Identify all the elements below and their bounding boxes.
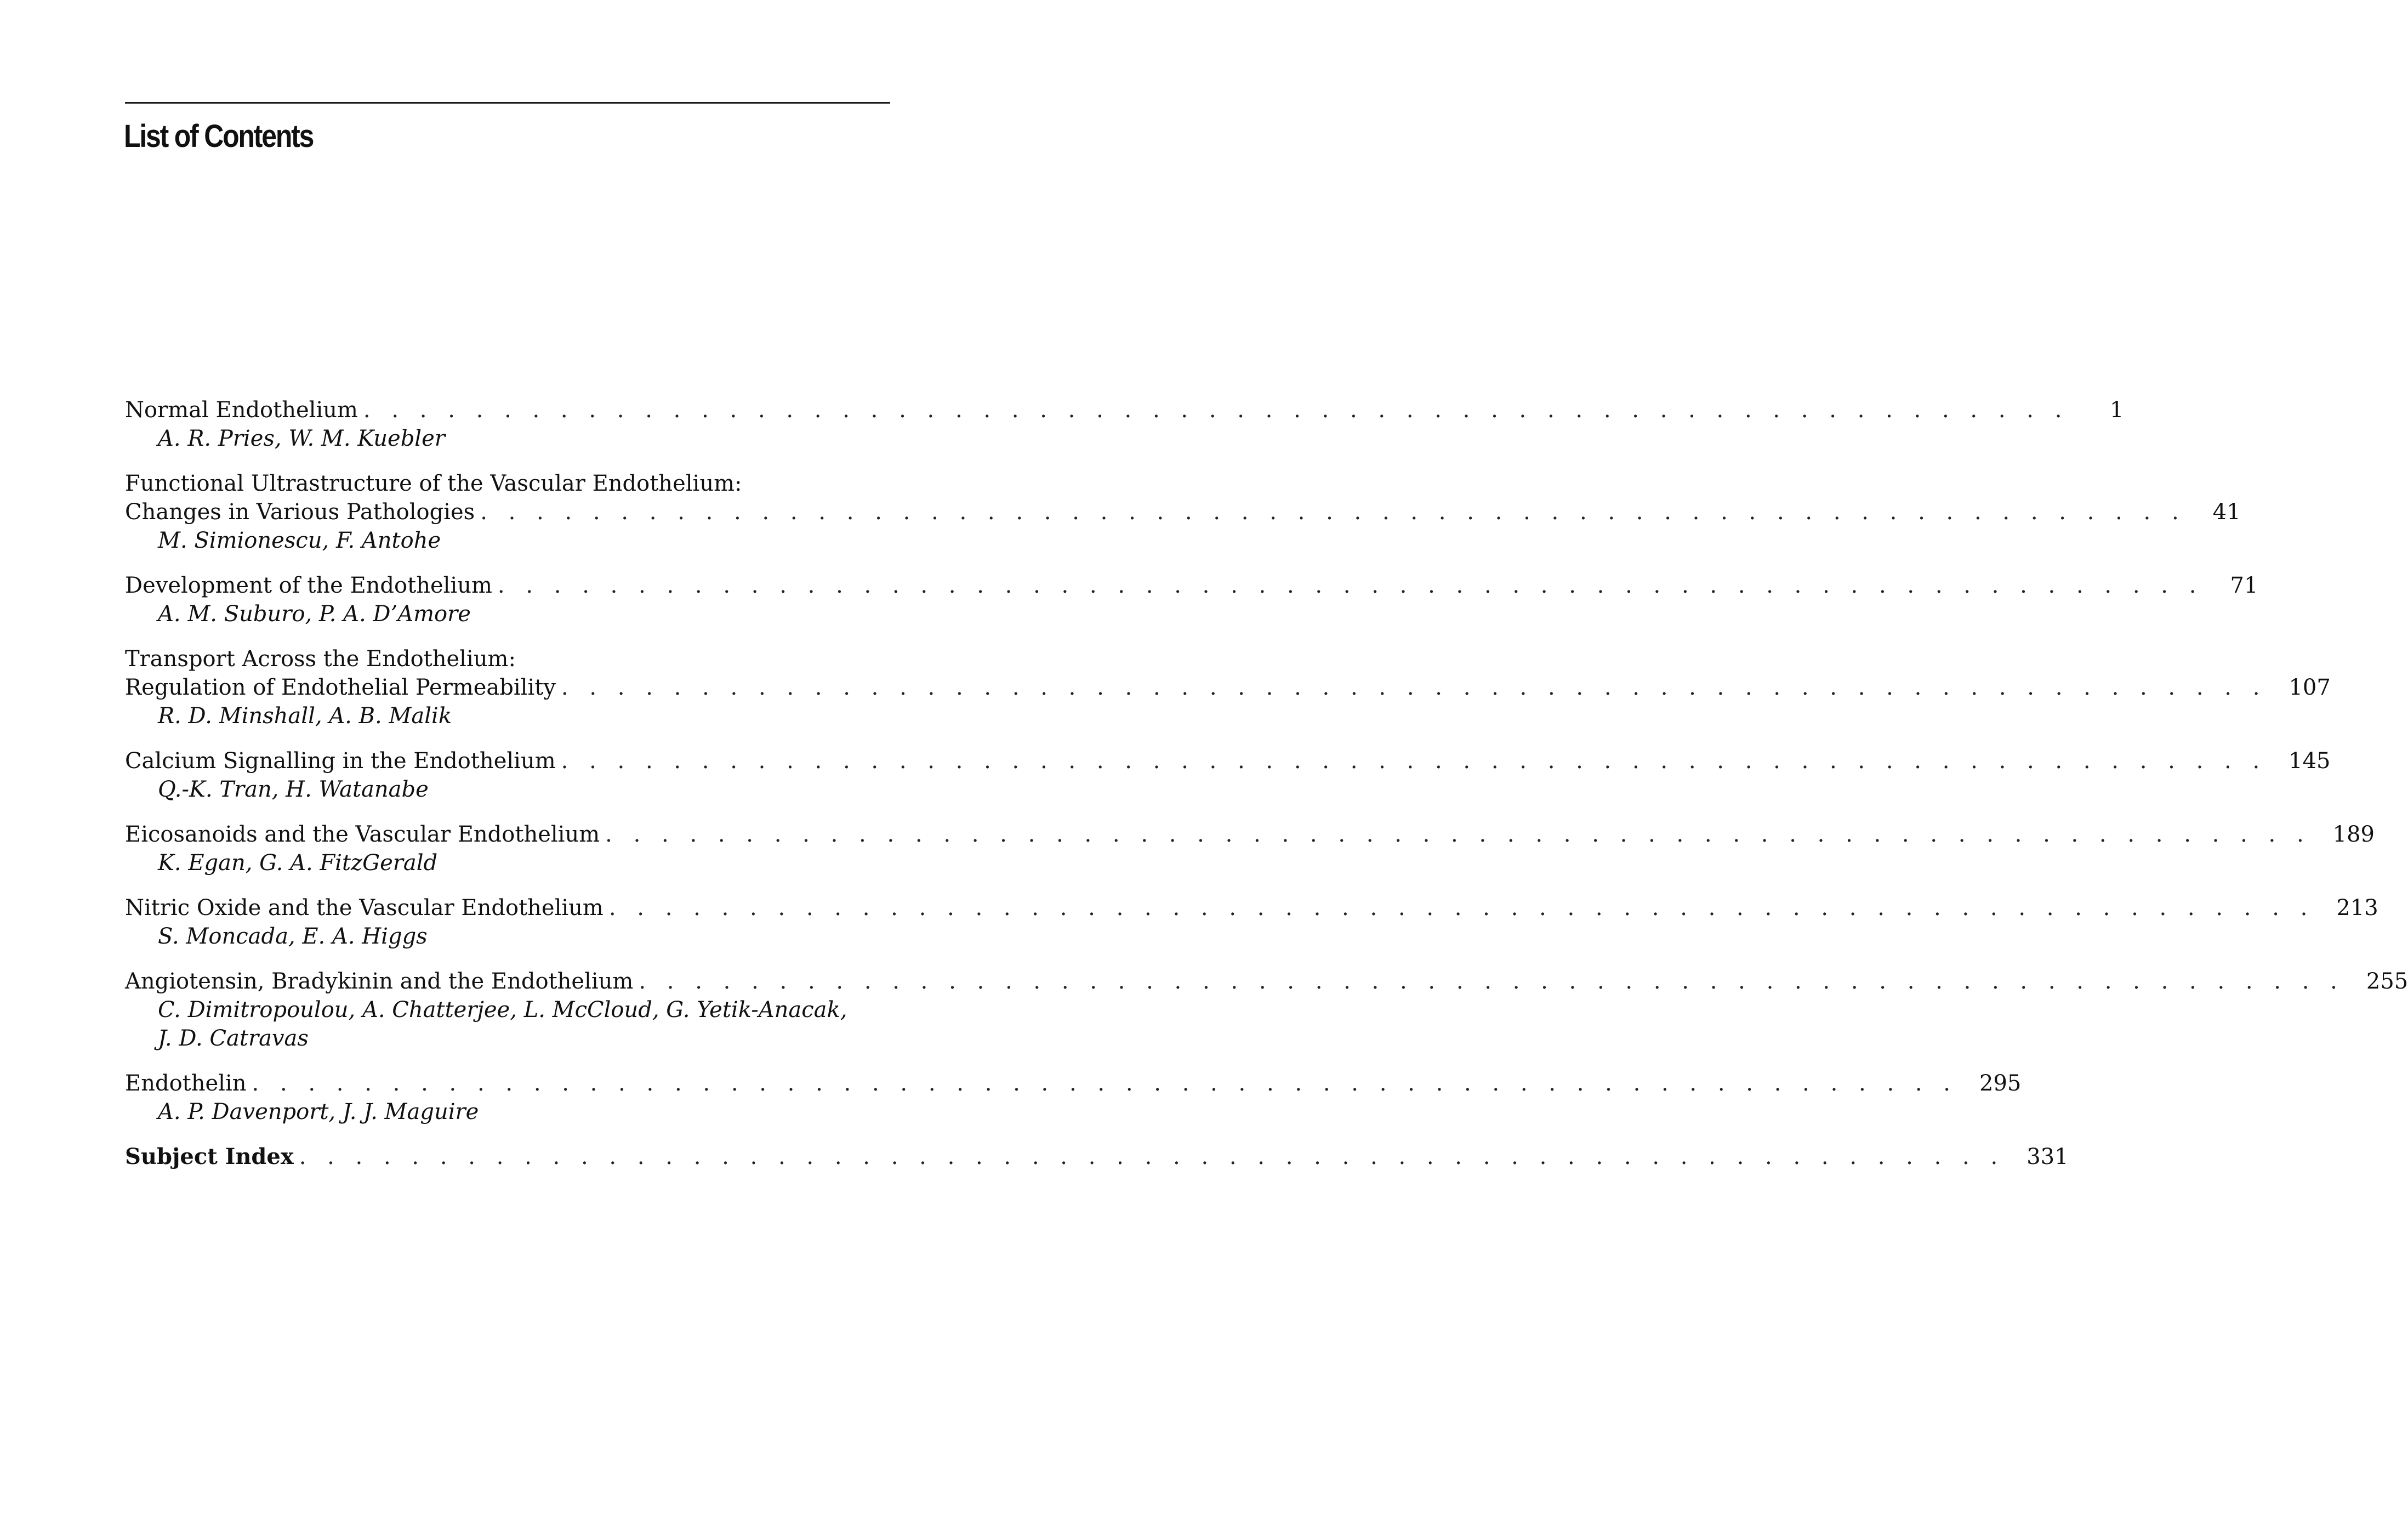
toc-title-line[interactable] xyxy=(125,396,2124,424)
chapter-title[interactable]: Nitric Oxide and the Vascular Endothelium xyxy=(125,895,604,921)
toc-title-line[interactable] xyxy=(125,571,2258,600)
top-rule xyxy=(125,102,890,104)
toc-title-line[interactable] xyxy=(125,894,2378,922)
page-number: 145 xyxy=(2289,748,2331,774)
page-number: 255 xyxy=(2366,969,2408,994)
toc-entry xyxy=(125,1069,2022,1126)
toc-entry xyxy=(125,571,2258,628)
chapter-title[interactable]: Changes in Various Pathologies xyxy=(125,499,475,525)
dot-leader: . . . . . . . . . . . . . . . . . . . . . . . . . . . . . . . . . . . . . . . . . . . . . . . . . . . . . . . . . . . . . xyxy=(480,499,2186,525)
dot-leader: . . . . . . . . . . . . . . . . . . . . . . . . . . . . . . . . . . . . . . . . . . . . . . . . . . . . . . . . . . . . . xyxy=(363,397,2069,423)
chapter-authors: Q.-K. Tran, H. Watanabe xyxy=(158,777,429,802)
page-title: List of Contents xyxy=(124,118,314,154)
toc-title-line[interactable] xyxy=(125,673,2331,702)
chapter-title[interactable]: Development of the Endothelium xyxy=(125,573,492,598)
table-of-contents xyxy=(125,396,2408,1188)
page-number: 213 xyxy=(2336,895,2378,921)
dot-leader: . . . . . . . . . . . . . . . . . . . . . . . . . . . . . . . . . . . . . . . . . . . . . . . . . . . . . . . . . . . . . xyxy=(561,675,2267,700)
dot-leader: . . . . . . . . . . . . . . . . . . . . . . . . . . . . . . . . . . . . . . . . . . . . . . . . . . . . . . . . . . . . . xyxy=(608,895,2315,921)
chapter-authors: A. R. Pries, W. M. Kuebler xyxy=(158,426,445,451)
chapter-authors: M. Simionescu, F. Antohe xyxy=(158,528,441,553)
page-number: 331 xyxy=(2026,1144,2069,1169)
chapter-title[interactable]: Angiotensin, Bradykinin and the Endothelium xyxy=(125,969,634,994)
toc-entry xyxy=(125,396,2124,453)
chapter-authors: A. P. Davenport, J. J. Maguire xyxy=(158,1099,479,1125)
page-number: 295 xyxy=(1979,1071,2022,1096)
dot-leader: . . . . . . . . . . . . . . . . . . . . . . . . . . . . . . . . . . . . . . . . . . . . . . . . . . . . . . . . . . . . . xyxy=(497,573,2204,598)
chapter-title[interactable]: Calcium Signalling in the Endothelium xyxy=(125,748,556,774)
chapter-title-line-1[interactable]: Transport Across the Endothelium: xyxy=(125,646,516,672)
chapter-title[interactable]: Endothelin xyxy=(125,1071,247,1096)
chapter-authors: S. Moncada, E. A. Higgs xyxy=(158,924,428,949)
toc-entry xyxy=(125,967,2408,1053)
page-number: 41 xyxy=(2212,499,2241,525)
page-number: 189 xyxy=(2332,822,2375,847)
toc-entry-index xyxy=(125,1143,2069,1171)
dot-leader: . . . . . . . . . . . . . . . . . . . . . . . . . . . . . . . . . . . . . . . . . . . . . . . . . . . . . . . . . . . . . xyxy=(639,969,2344,994)
chapter-authors: K. Egan, G. A. FitzGerald xyxy=(158,850,438,876)
toc-title-line[interactable] xyxy=(125,967,2408,996)
chapter-authors: A. M. Suburo, P. A. D’Amore xyxy=(158,601,471,627)
chapter-title[interactable]: Eicosanoids and the Vascular Endothelium xyxy=(125,822,600,847)
subject-index-title[interactable]: Subject Index xyxy=(125,1144,294,1169)
dot-leader: . . . . . . . . . . . . . . . . . . . . . . . . . . . . . . . . . . . . . . . . . . . . . . . . . . . . . . . . . . . . . xyxy=(561,748,2267,774)
toc-entry xyxy=(125,469,2241,555)
chapter-authors: C. Dimitropoulou, A. Chatterjee, L. McCloud, G. Yetik-Anacak, xyxy=(158,997,847,1023)
toc-title-line[interactable] xyxy=(125,1143,2069,1171)
toc-title-line[interactable] xyxy=(125,820,2375,849)
page-number: 107 xyxy=(2289,675,2331,700)
dot-leader: . . . . . . . . . . . . . . . . . . . . . . . . . . . . . . . . . . . . . . . . . . . . . . . . . . . . . . . . . . . . . xyxy=(252,1071,1958,1096)
toc-entry xyxy=(125,747,2331,804)
chapter-title[interactable]: Normal Endothelium xyxy=(125,397,358,423)
chapter-title[interactable]: Regulation of Endothelial Permeability xyxy=(125,675,556,700)
chapter-title-line-1[interactable]: Functional Ultrastructure of the Vascular Endothelium: xyxy=(125,471,742,496)
dot-leader: . . . . . . . . . . . . . . . . . . . . . . . . . . . . . . . . . . . . . . . . . . . . . . . . . . . . . . . . . . . . . xyxy=(299,1144,2005,1169)
page-number: 1 xyxy=(2109,397,2124,423)
dot-leader: . . . . . . . . . . . . . . . . . . . . . . . . . . . . . . . . . . . . . . . . . . . . . . . . . . . . . . . . . . . . . xyxy=(605,822,2311,847)
toc-title-line[interactable] xyxy=(125,498,2241,526)
chapter-authors: R. D. Minshall, A. B. Malik xyxy=(158,703,452,729)
toc-title-line[interactable] xyxy=(125,1069,2022,1098)
page-number: 71 xyxy=(2230,573,2258,598)
chapter-authors-continued: J. D. Catravas xyxy=(158,1026,309,1051)
toc-title-line[interactable] xyxy=(125,747,2331,775)
toc-entry xyxy=(125,820,2375,877)
toc-entry xyxy=(125,894,2378,951)
toc-entry xyxy=(125,645,2331,730)
